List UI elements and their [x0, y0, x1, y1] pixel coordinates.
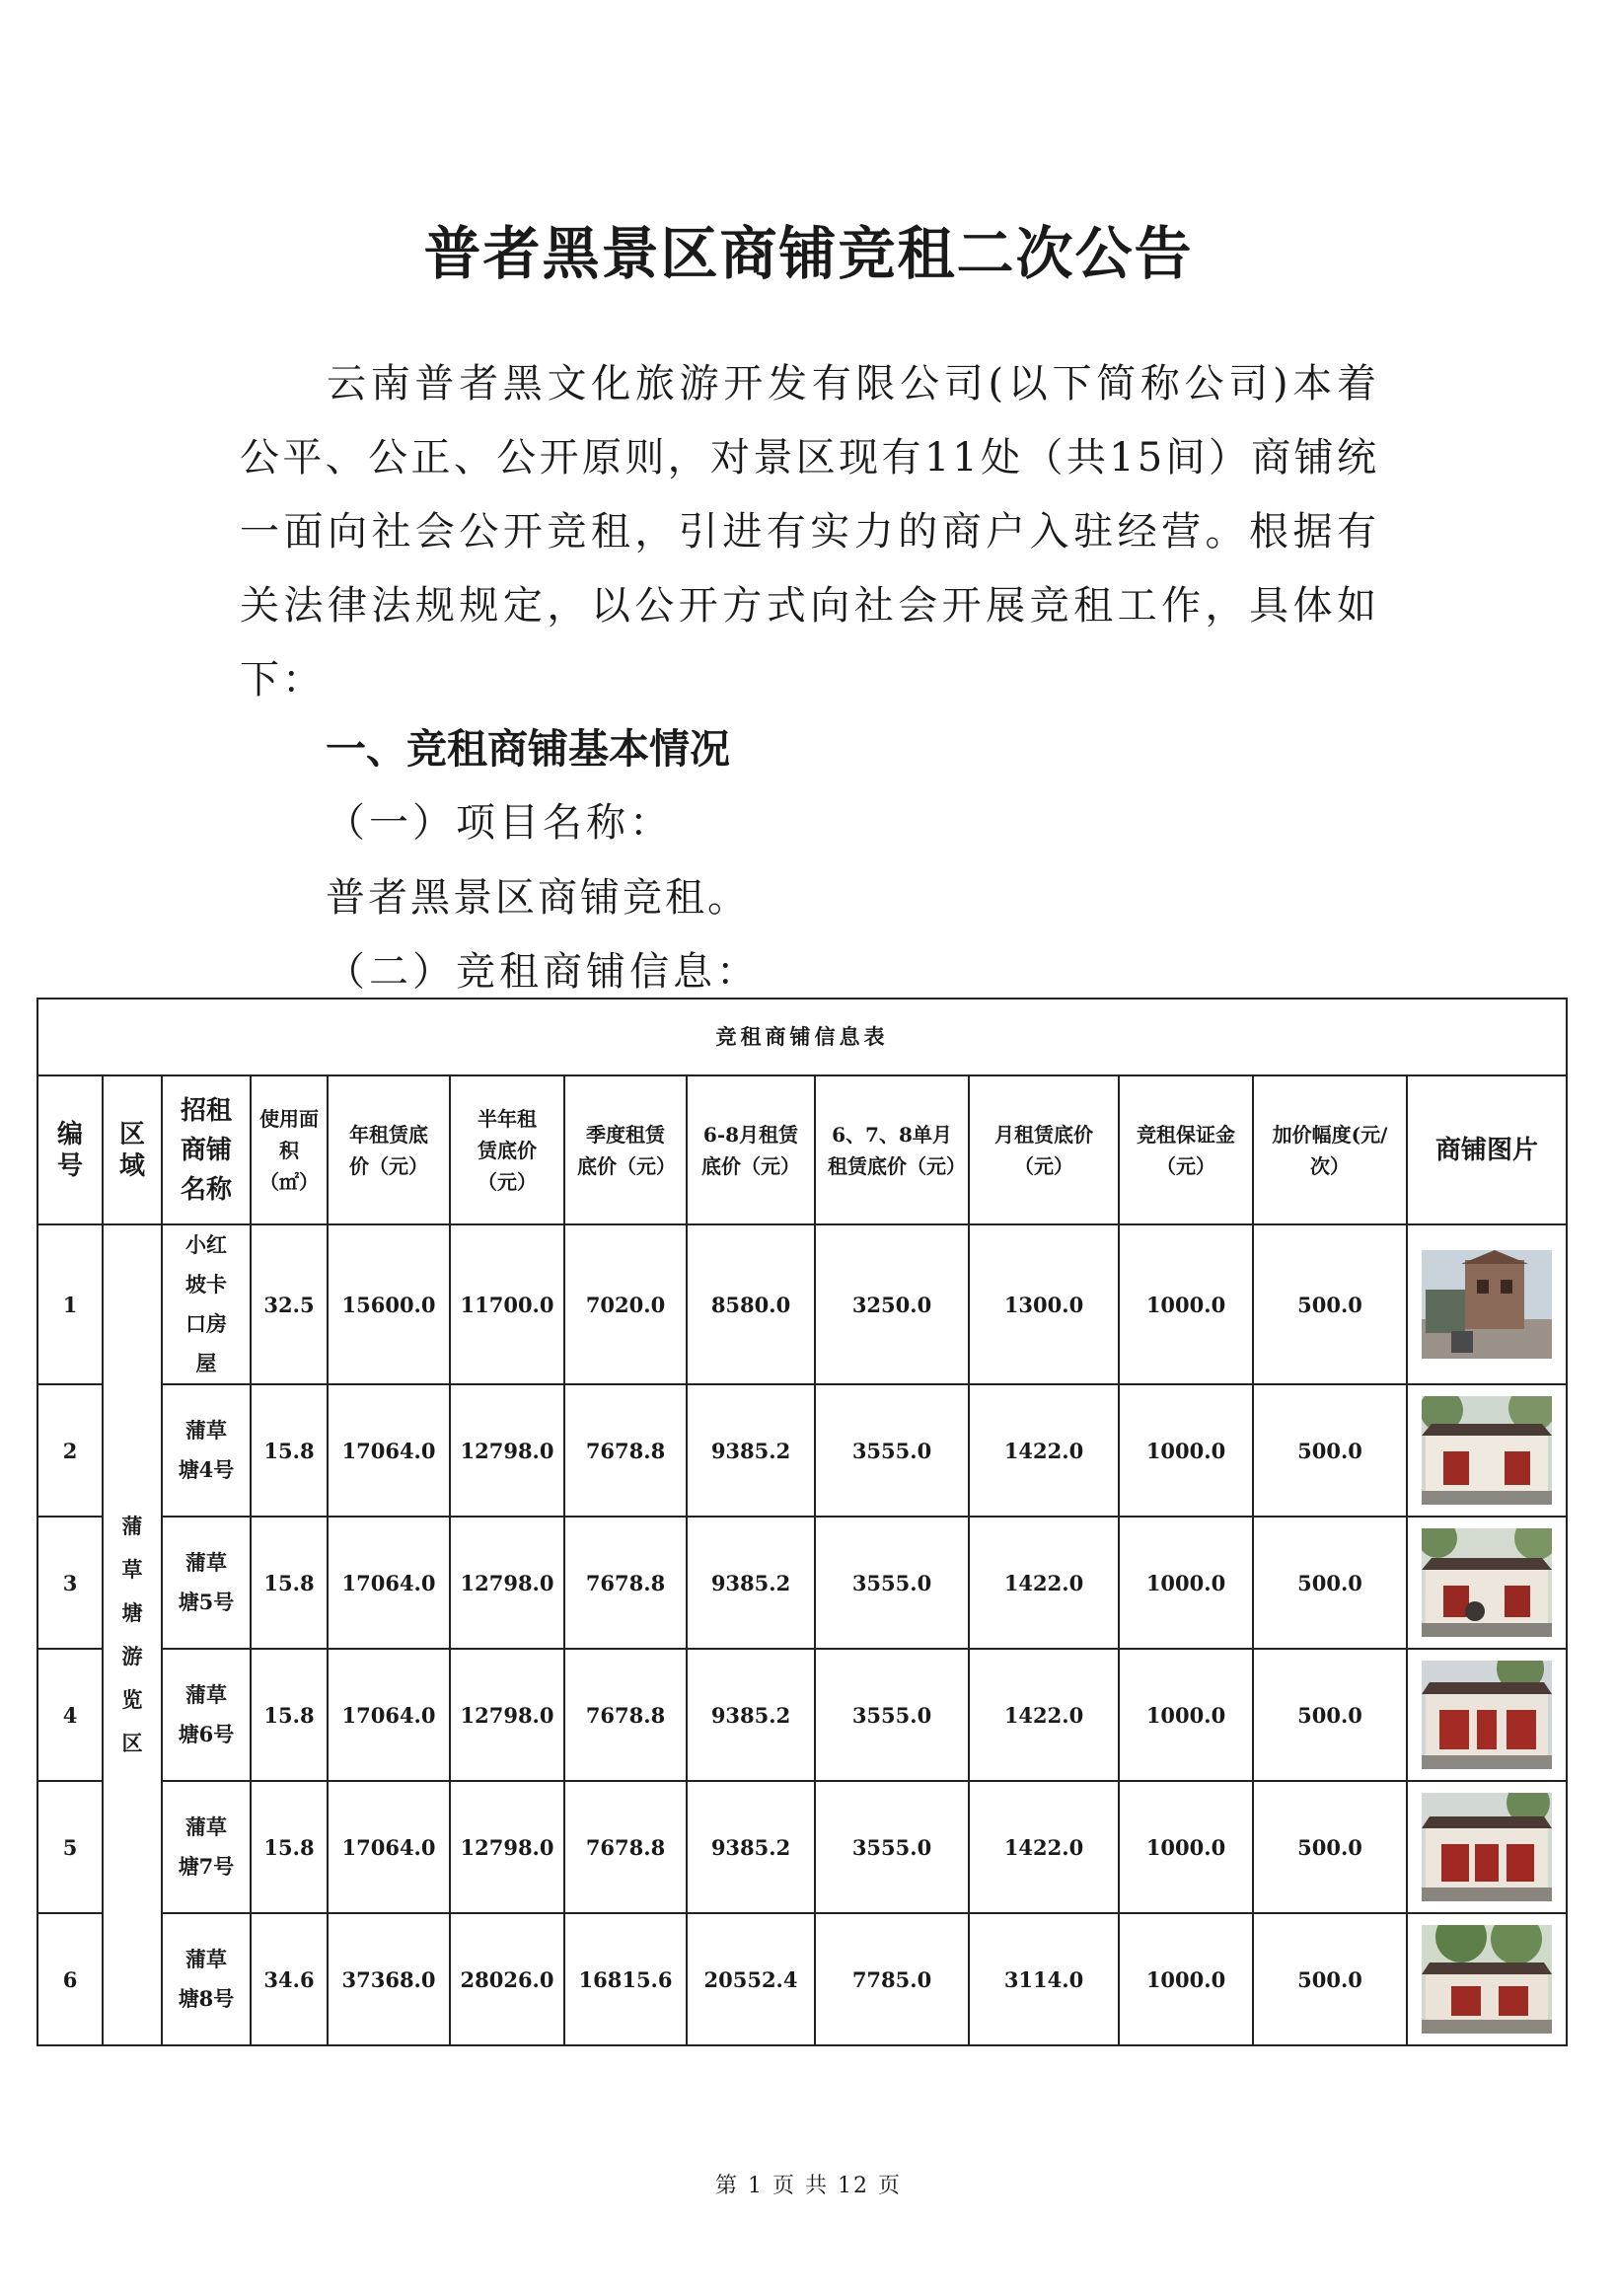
- cell-single-month: 3250.0: [815, 1224, 969, 1384]
- col-header-photo: 商铺图片: [1407, 1075, 1567, 1224]
- cell-increment: 500.0: [1253, 1913, 1407, 2045]
- cell-increment: 500.0: [1253, 1384, 1407, 1517]
- cell-half: 12798.0: [450, 1384, 564, 1517]
- col-header-half: 半年租赁底价（元）: [450, 1075, 564, 1224]
- cell-photo: [1407, 1913, 1567, 2045]
- cell-name: 蒲草塘4号: [162, 1384, 251, 1517]
- cell-name: 蒲草塘7号: [162, 1781, 251, 1913]
- cell-area: 15.8: [251, 1781, 328, 1913]
- cell-monthly: 1422.0: [969, 1781, 1119, 1913]
- cell-area: 34.6: [251, 1913, 328, 2045]
- cell-photo: [1407, 1781, 1567, 1913]
- table-row: [37, 1517, 1567, 1649]
- cell-jun-aug: 9385.2: [687, 1517, 815, 1649]
- shop-photo: [1422, 1396, 1552, 1505]
- col-header-monthly: 月租赁底价（元）: [969, 1075, 1119, 1224]
- cell-region: [103, 1224, 162, 2045]
- cell-half: 12798.0: [450, 1649, 564, 1781]
- table-row: [37, 1781, 1567, 1913]
- shop-photo: [1422, 1250, 1552, 1359]
- shop-photo: [1422, 1793, 1552, 1901]
- col-header-area: 使用面积（㎡）: [251, 1075, 328, 1224]
- subheading-shop-info: （二）竞租商铺信息：: [326, 949, 760, 995]
- shop-info-table: [37, 998, 1568, 2046]
- cell-half: 12798.0: [450, 1781, 564, 1913]
- project-name-text: 普者黑景区商铺竞租。: [326, 875, 750, 921]
- cell-half: 12798.0: [450, 1517, 564, 1649]
- cell-jun-aug: 9385.2: [687, 1781, 815, 1913]
- cell-annual: 17064.0: [328, 1649, 450, 1781]
- cell-increment: 500.0: [1253, 1224, 1407, 1384]
- cell-no: 3: [37, 1517, 103, 1649]
- cell-annual: 17064.0: [328, 1517, 450, 1649]
- cell-quarter: 7678.8: [564, 1781, 687, 1913]
- section-heading-1: 一、竞租商铺基本情况: [326, 725, 730, 773]
- cell-photo: [1407, 1384, 1567, 1517]
- cell-no: 5: [37, 1781, 103, 1913]
- page-footer: 第 1 页 共 12 页: [715, 2174, 902, 2198]
- cell-jun-aug: 20552.4: [687, 1913, 815, 2045]
- cell-half: 28026.0: [450, 1913, 564, 2045]
- cell-single-month: 3555.0: [815, 1781, 969, 1913]
- intro-paragraph: 云南普者黑文化旅游开发有限公司(以下简称公司)本着公平、公正、公开原则，对景区现有11处（共15间）商铺统一面向社会公开竞租，引进有实力的商户入驻经营。根据有关法律法规规定，以公开方式向社会开展竞租工作，具体如下：: [240, 361, 1379, 703]
- cell-increment: 500.0: [1253, 1517, 1407, 1649]
- cell-area: 15.8: [251, 1649, 328, 1781]
- cell-jun-aug: 8580.0: [687, 1224, 815, 1384]
- region-name: 蒲草塘游览区: [121, 1514, 143, 1755]
- table-row: [37, 1913, 1567, 2045]
- cell-single-month: 3555.0: [815, 1384, 969, 1517]
- cell-name: 蒲草塘5号: [162, 1517, 251, 1649]
- shop-photo: [1422, 1925, 1552, 2034]
- cell-monthly: 1422.0: [969, 1649, 1119, 1781]
- cell-increment: 500.0: [1253, 1781, 1407, 1913]
- cell-no: 1: [37, 1224, 103, 1384]
- cell-annual: 15600.0: [328, 1224, 450, 1384]
- cell-monthly: 1300.0: [969, 1224, 1119, 1384]
- cell-photo: [1407, 1224, 1567, 1384]
- table-caption: 竞租商铺信息表: [37, 999, 1567, 1075]
- cell-name: 小红坡卡口房屋: [162, 1224, 251, 1384]
- cell-annual: 17064.0: [328, 1384, 450, 1517]
- cell-half: 11700.0: [450, 1224, 564, 1384]
- cell-monthly: 3114.0: [969, 1913, 1119, 2045]
- table-row: [37, 1224, 1567, 1384]
- cell-deposit: 1000.0: [1119, 1517, 1253, 1649]
- col-header-deposit: 竞租保证金（元）: [1119, 1075, 1253, 1224]
- cell-deposit: 1000.0: [1119, 1781, 1253, 1913]
- cell-quarter: 16815.6: [564, 1913, 687, 2045]
- page-title: 普者黑景区商铺竞租二次公告: [423, 220, 1194, 287]
- cell-quarter: 7678.8: [564, 1649, 687, 1781]
- shop-photo: [1422, 1528, 1552, 1637]
- cell-single-month: 7785.0: [815, 1913, 969, 2045]
- cell-deposit: 1000.0: [1119, 1384, 1253, 1517]
- cell-quarter: 7678.8: [564, 1517, 687, 1649]
- cell-area: 15.8: [251, 1384, 328, 1517]
- cell-no: 6: [37, 1913, 103, 2045]
- subheading-project-name: （一）项目名称：: [326, 800, 673, 846]
- cell-photo: [1407, 1517, 1567, 1649]
- col-header-jun-aug: 6-8月租赁底价（元）: [687, 1075, 815, 1224]
- cell-photo: [1407, 1649, 1567, 1781]
- col-header-quarter: 季度租赁底价（元）: [564, 1075, 687, 1224]
- cell-deposit: 1000.0: [1119, 1224, 1253, 1384]
- cell-jun-aug: 9385.2: [687, 1384, 815, 1517]
- cell-area: 15.8: [251, 1517, 328, 1649]
- cell-increment: 500.0: [1253, 1649, 1407, 1781]
- cell-no: 4: [37, 1649, 103, 1781]
- col-header-region: 区域: [103, 1075, 162, 1224]
- cell-name: 蒲草塘8号: [162, 1913, 251, 2045]
- cell-deposit: 1000.0: [1119, 1913, 1253, 2045]
- cell-quarter: 7020.0: [564, 1224, 687, 1384]
- table-row: [37, 1384, 1567, 1517]
- cell-single-month: 3555.0: [815, 1649, 969, 1781]
- col-header-no: 编号: [37, 1075, 103, 1224]
- cell-area: 32.5: [251, 1224, 328, 1384]
- table-row: [37, 1649, 1567, 1781]
- cell-deposit: 1000.0: [1119, 1649, 1253, 1781]
- shop-photo: [1422, 1661, 1552, 1769]
- col-header-annual: 年租赁底价（元）: [328, 1075, 450, 1224]
- cell-annual: 17064.0: [328, 1781, 450, 1913]
- cell-no: 2: [37, 1384, 103, 1517]
- cell-monthly: 1422.0: [969, 1517, 1119, 1649]
- cell-quarter: 7678.8: [564, 1384, 687, 1517]
- col-header-name: 招租商铺名称: [162, 1075, 251, 1224]
- cell-single-month: 3555.0: [815, 1517, 969, 1649]
- cell-annual: 37368.0: [328, 1913, 450, 2045]
- cell-monthly: 1422.0: [969, 1384, 1119, 1517]
- col-header-single-month: 6、7、8单月租赁底价（元）: [815, 1075, 969, 1224]
- col-header-increment: 加价幅度(元/次）: [1253, 1075, 1407, 1224]
- cell-name: 蒲草塘6号: [162, 1649, 251, 1781]
- cell-jun-aug: 9385.2: [687, 1649, 815, 1781]
